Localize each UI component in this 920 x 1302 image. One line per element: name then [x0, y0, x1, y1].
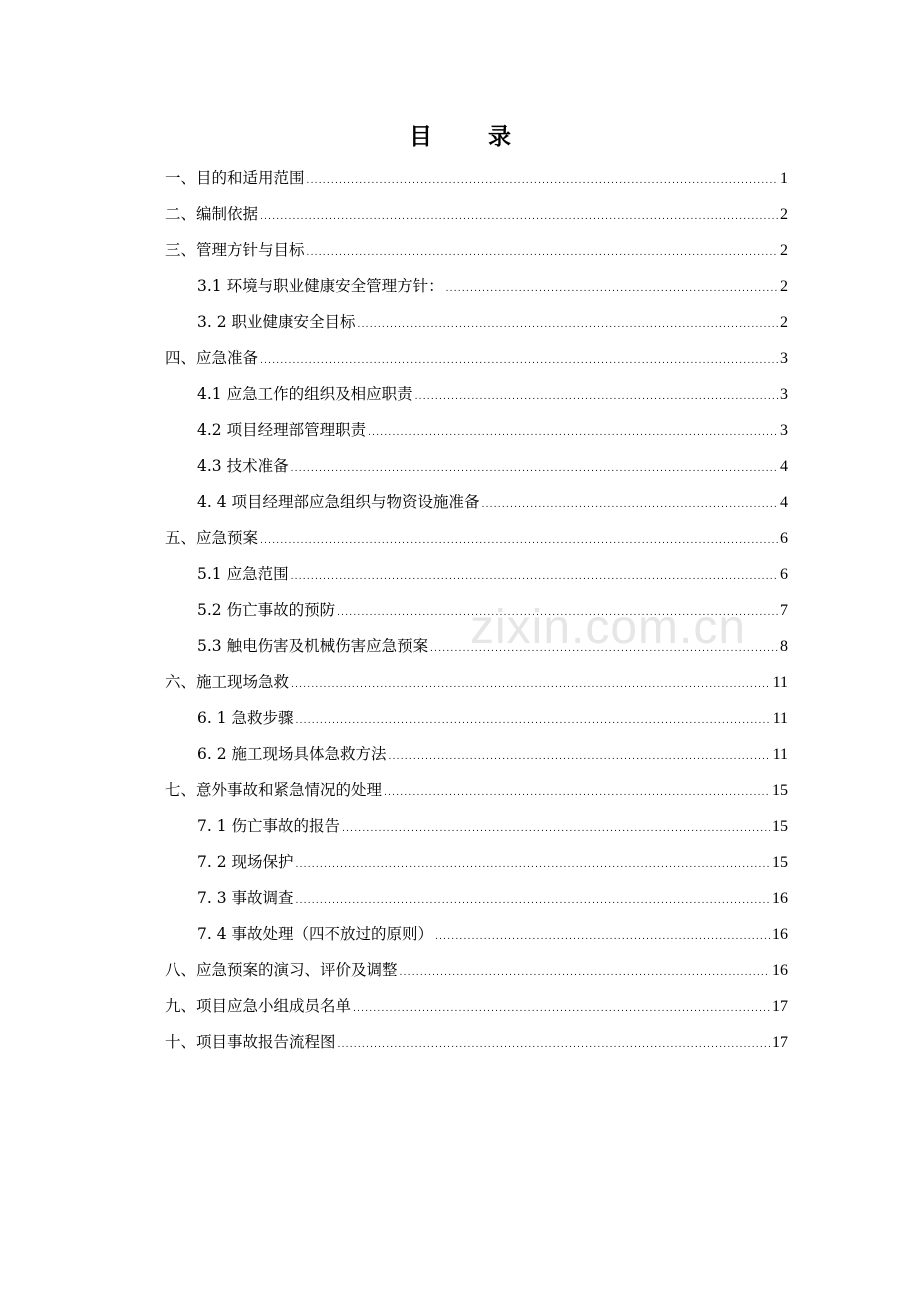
toc-leader-dots	[400, 960, 770, 986]
toc-entry-label: 四、应急准备	[165, 349, 259, 367]
toc-leader-dots	[260, 348, 778, 374]
toc-entry-page: 3	[780, 386, 788, 403]
toc-entry-label: 4. 4 项目经理部应急组织与物资设施准备	[197, 493, 480, 511]
toc-leader-dots	[368, 420, 778, 446]
toc-entry[interactable]	[197, 813, 788, 839]
toc-entry[interactable]	[165, 201, 788, 227]
toc-entry[interactable]	[165, 957, 788, 983]
toc-leader-dots	[307, 168, 778, 194]
toc-leader-dots	[353, 996, 770, 1022]
toc-entry-label: 7. 1 伤亡事故的报告	[197, 817, 341, 835]
toc-leader-dots	[358, 312, 778, 338]
toc-entry-page: 8	[780, 638, 788, 655]
toc-entry-label: 一、目的和适用范围	[165, 169, 305, 187]
toc-leader-dots	[291, 456, 778, 482]
toc-leader-dots	[260, 204, 778, 230]
toc-entry-page: 4	[780, 458, 788, 475]
watermark: zixin.com.cn	[470, 601, 747, 654]
toc-entry-page: 3	[780, 422, 788, 439]
toc-entry-label: 6. 1 急救步骤	[197, 709, 294, 727]
toc-entry-label: 3.1 环境与职业健康安全管理方针：	[197, 277, 444, 295]
toc-entry-page: 4	[780, 494, 788, 511]
toc-entry-label: 7. 3 事故调查	[197, 889, 294, 907]
toc-entry-label: 4.2 项目经理部管理职责	[197, 421, 367, 439]
toc-entry-label: 6. 2 施工现场具体急救方法	[197, 745, 387, 763]
toc-entry-label: 5.1 应急范围	[197, 565, 289, 583]
toc-leader-dots	[482, 492, 778, 518]
toc-leader-dots	[342, 816, 770, 842]
toc-entry-label: 三、管理方针与目标	[165, 241, 305, 259]
toc-entry[interactable]	[165, 237, 788, 263]
toc-entry[interactable]	[197, 633, 788, 659]
toc-entry-label: 4.1 应急工作的组织及相应职责	[197, 385, 413, 403]
toc-entry-page: 17	[772, 1034, 788, 1051]
toc-entry-label: 九、项目应急小组成员名单	[165, 997, 352, 1015]
toc-leader-dots	[430, 636, 778, 662]
toc-leader-dots	[337, 600, 778, 626]
toc-entry[interactable]	[165, 669, 788, 695]
toc-leader-dots	[307, 240, 778, 266]
toc-entry[interactable]	[197, 489, 788, 515]
toc-entry-label: 十、项目事故报告流程图	[165, 1033, 336, 1051]
toc-entry[interactable]	[197, 849, 788, 875]
toc-leader-dots	[291, 672, 771, 698]
toc-entry-page: 15	[772, 818, 788, 835]
toc-entry[interactable]	[197, 381, 788, 407]
toc-entry[interactable]	[197, 705, 788, 731]
toc-entry[interactable]	[197, 417, 788, 443]
toc-entry[interactable]	[165, 993, 788, 1019]
toc-entry[interactable]	[197, 921, 788, 947]
toc-entry-page: 15	[772, 782, 788, 799]
toc-entry-page: 6	[780, 530, 788, 547]
toc-entry-page: 2	[780, 278, 788, 295]
toc-entry-page: 15	[772, 854, 788, 871]
toc-leader-dots	[296, 888, 770, 914]
toc-entry-label: 二、编制依据	[165, 205, 259, 223]
toc-entry-label: 5.3 触电伤害及机械伤害应急预案	[197, 637, 429, 655]
toc-leader-dots	[446, 276, 778, 302]
toc-leader-dots	[435, 924, 770, 950]
toc-entry-label: 五、应急预案	[165, 529, 259, 547]
toc-entry-label: 7. 4 事故处理（四不放过的原则）	[197, 925, 434, 943]
toc-entry-label: 3. 2 职业健康安全目标	[197, 313, 356, 331]
toc-leader-dots	[296, 708, 771, 734]
toc-entry-page: 2	[780, 242, 788, 259]
toc-entry-page: 16	[772, 926, 788, 943]
toc-leader-dots	[338, 1032, 770, 1058]
toc-entry-page: 17	[772, 998, 788, 1015]
toc-leader-dots	[384, 780, 770, 806]
toc-entry[interactable]	[197, 597, 788, 623]
toc-entry-label: 六、施工现场急救	[165, 673, 290, 691]
toc-entry[interactable]	[197, 741, 788, 767]
toc-entry-page: 11	[772, 674, 788, 691]
toc-entry-label: 七、意外事故和紧急情况的处理	[165, 781, 383, 799]
toc-entry-page: 16	[772, 890, 788, 907]
toc-entry[interactable]	[165, 525, 788, 551]
toc-entry[interactable]	[197, 561, 788, 587]
toc-entry-label: 5.2 伤亡事故的预防	[197, 601, 336, 619]
toc-entry-page: 7	[780, 602, 788, 619]
toc-leader-dots	[415, 384, 778, 410]
toc-entry[interactable]	[197, 453, 788, 479]
toc-entry[interactable]	[197, 885, 788, 911]
toc-entry-label: 7. 2 现场保护	[197, 853, 294, 871]
toc-leader-dots	[296, 852, 770, 878]
toc-title: 目 录	[408, 123, 535, 150]
toc-entry-label: 4.3 技术准备	[197, 457, 289, 475]
toc-entry-page: 2	[780, 314, 788, 331]
toc-entry[interactable]	[165, 165, 788, 191]
toc-entry[interactable]	[165, 777, 788, 803]
toc-entry-page: 16	[772, 962, 788, 979]
toc-entry-page: 2	[780, 206, 788, 223]
toc-entry-page: 6	[780, 566, 788, 583]
toc-entry[interactable]	[165, 1029, 788, 1055]
toc-entry-page: 11	[772, 746, 788, 763]
toc-entry[interactable]	[165, 345, 788, 371]
toc-entry-label: 八、应急预案的演习、评价及调整	[165, 961, 398, 979]
toc-entry-page: 11	[772, 710, 788, 727]
toc-entry[interactable]	[197, 309, 788, 335]
toc-entry[interactable]	[197, 273, 788, 299]
toc-leader-dots	[260, 528, 778, 554]
toc-leader-dots	[389, 744, 771, 770]
toc-entry-page: 3	[780, 350, 788, 367]
toc-entry-page: 1	[780, 170, 788, 187]
toc-leader-dots	[291, 564, 778, 590]
